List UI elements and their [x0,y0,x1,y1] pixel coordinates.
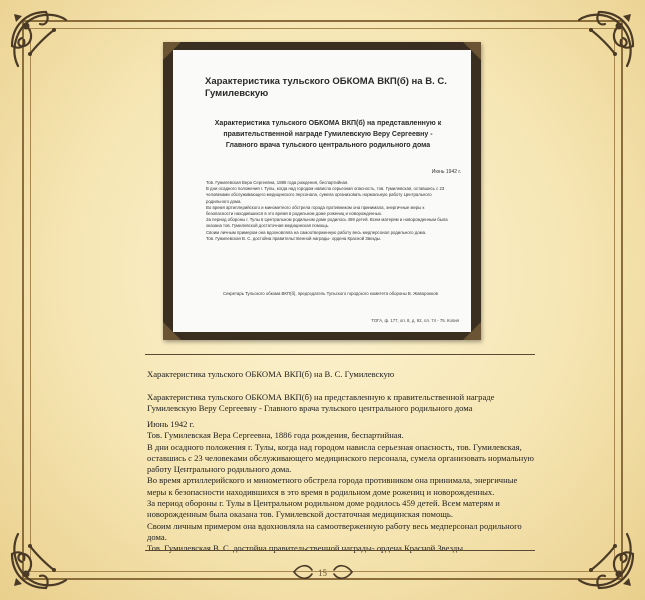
photo-heading: Характеристика тульского ОБКОМА ВКП(б) на В. С. Гумилевскую [205,76,447,99]
caption-body [147,419,537,555]
caption-subtitle: Характеристика тульского ОБКОМА ВКП(б) на представленную к правительственной награде Гумилевскую Веру Сергеевну - Главного врача тульского центрального родильного дома [147,392,495,414]
caption-title: Характеристика тульского ОБКОМА ВКП(б) на В. С. Гумилевскую [147,369,395,379]
document-photo [163,42,481,340]
caption-date: Июнь 1942 г. [147,419,195,429]
photo-date: Июнь 1942 г. [431,169,461,175]
photo-body [206,180,451,242]
photo-archive-reference: ТОГА, ф. 177, оп. 8, д. 92, лл. 74 - 75. Копия [371,318,459,323]
divider-bottom [145,550,535,551]
photo-body-line: В дни осадного положения г. Тулы, когда над городом нависла серьезная опасность, тов. Гумилевская, оставшись с 23 человеками обслуживающего медицинского персонала, сумела организовать нормальную работу Центрального родильного дома. [206,186,445,204]
page-footer [0,560,645,590]
photo-body-line: Тов. Гумилевская Вера Сергеевна, 1886 года рождения, беспартийная. [206,180,349,185]
caption-paragraph: За период обороны г. Тулы в Центральном родильном доме родилось 459 детей. Всем матерям и новорожденным была оказана тов. Гумилевской достаточная медицинская помощь. [147,498,500,520]
photo-subheading: Характеристика тульского ОБКОМА ВКП(б) на представленную к правительственной награде Гумилевскую Веру Сергеевну - Главного врача тульского центрального родильного дома [214,120,442,149]
document-photo-sheet [173,50,471,332]
photo-body-line: За период обороны г. Тулы в Центральном родильном доме родилось 459 детей. Всем матерям и новорожденным была оказана тов. Гумилевской достаточная медицинская помощь. [206,217,448,229]
caption-paragraph: Тов. Гумилевская Вера Сергеевна, 1886 года рождения, беспартийная. [147,430,404,441]
page-number: 15 [318,568,327,578]
photo-body-line: Во время артиллерийского и минометного обстрела города противником она принимала, энергичные меры к безопасности находившихся в это время в родильном доме рожениц и новорожденных. [206,204,425,217]
photo-body-line: Тов. Гумилевская В. С. достойна правительственной награды- ордена Красной Звезды. [206,235,382,241]
corner-ornament-icon [559,6,639,86]
photo-corner-mount-icon [163,42,181,60]
caption-paragraph: Тов. Гумилевская В. С. достойна правительственной награды- ордена Красной Звезды. [147,543,466,554]
caption-paragraph: Во время артиллерийского и минометного обстрела города противником она принимала, энергичные меры к безопасности находившихся в это время в родильном доме рожениц и новорожденных. [147,475,518,497]
photo-signature: Секретарь Тульского обкома ВКП(б), председатель Тульского городского комитета обороны В. Жаворонков [223,291,438,296]
photo-body-line: Своим личным примером она вдохновляла на самоотверженную работу весь медперсонал родильного дома. [206,229,427,235]
photo-corner-mount-icon [463,322,481,340]
photo-corner-mount-icon [163,322,181,340]
caption-paragraph: Своим личным примером она вдохновляла на самоотверженную работу весь медперсонал родильного дома. [147,520,522,542]
photo-corner-mount-icon [463,42,481,60]
caption-paragraph: В дни осадного положения г. Тулы, когда над городом нависла серьезная опасность, тов. Гумилевская, оставшись с 23 человеками обслуживающего медицинского персонала, сумела организовать нормальную работу Центрального родильного дома. [147,441,534,475]
corner-ornament-icon [6,6,86,86]
divider-top [145,354,535,355]
